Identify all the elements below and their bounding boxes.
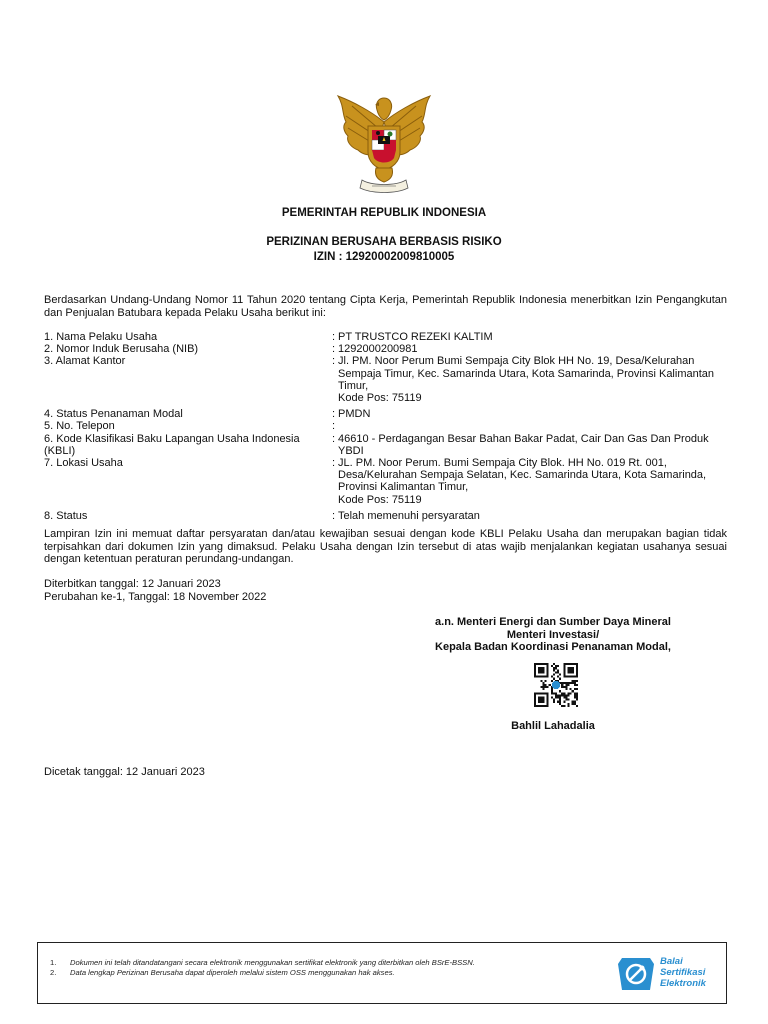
- field-row-status: 8. Status : Telah memenuhi persyaratan: [44, 510, 734, 522]
- field-value: 46610 - Perdagangan Besar Bahan Bakar Padat, Cair Dan Gas Dan Produk YBDI: [338, 432, 709, 457]
- garuda-pancasila-emblem-icon: [332, 92, 436, 198]
- revision-date: Perubahan ke-1, Tanggal: 18 November 2022: [44, 590, 267, 603]
- bsre-badge-icon: [616, 954, 656, 994]
- field-label: 5. No. Telepon: [44, 420, 115, 433]
- footer-note: 1. Dokumen ini telah ditandatangani secara elektronik menggunakan sertifikat elektronik yang diterbitkan oleh BSrE-BSSN.: [50, 958, 475, 967]
- field-value: PMDN: [338, 408, 371, 421]
- field-row-nib: 2. Nomor Induk Berusaha (NIB) : 1292000200981: [44, 343, 734, 355]
- field-value: JL. PM. Noor Perum. Bumi Sempaja City Blok. HH No. 019 Rt. 001, Desa/Kelurahan Sempaja Selatan, Kec. Samarinda Utara, Kota Samarinda, Provinsi Kalimantan Timur, Kode Pos: 75119: [338, 457, 707, 506]
- business-details: [44, 331, 734, 522]
- issued-date: Diterbitkan tanggal: 12 Januari 2023: [44, 578, 221, 590]
- footer-box: [37, 942, 727, 1004]
- issue-dates: [44, 578, 266, 603]
- printed-date: Dicetak tanggal: 12 Januari 2023: [44, 766, 205, 778]
- signature-line-3: Kepala Badan Koordinasi Penanaman Modal,: [435, 641, 671, 653]
- field-label: 2. Nomor Induk Berusaha (NIB): [44, 343, 199, 356]
- field-row-name: 1. Nama Pelaku Usaha : PT TRUSTCO REZEKI KALTIM: [44, 331, 734, 343]
- footer-note: 2. Data lengkap Perizinan Berusaha dapat diperoleh melalui sistem OSS menggunakan hak akses.: [50, 968, 395, 977]
- field-row-office-address: 3. Alamat Kantor : Jl. PM. Noor Perum Bumi Sempaja City Blok HH No. 19, Desa/Kelurahan Sempaja Timur, Kec. Samarinda Utara, Kota Samarinda, Provinsi Kalimantan Timur, Kode Pos: 75119: [44, 355, 734, 404]
- bsre-logo: [616, 951, 720, 997]
- field-row-business-location: 7. Lokasi Usaha : JL. PM. Noor Perum. Bumi Sempaja City Blok. HH No. 019 Rt. 001, Desa/Kelurahan Sempaja Selatan, Kec. Samarinda Utara, Kota Samarinda, Provinsi Kalimantan Timur, Kode Pos: 75119: [44, 457, 734, 506]
- field-label: 6. Kode Klasifikasi Baku Lapangan Usaha Indonesia (KBLI): [44, 432, 300, 457]
- field-row-phone: 5. No. Telepon :: [44, 420, 734, 432]
- field-row-investment-status: 4. Status Penanaman Modal : PMDN: [44, 408, 734, 420]
- field-value: Telah memenuhi persyaratan: [338, 509, 480, 522]
- field-value: [338, 420, 722, 432]
- field-row-kbli: 6. Kode Klasifikasi Baku Lapangan Usaha Indonesia (KBLI) : 46610 - Perdagangan Besar Bahan Bakar Padat, Cair Dan Gas Dan Produk YBDI: [44, 433, 734, 457]
- government-heading: PEMERINTAH REPUBLIK INDONESIA: [281, 207, 487, 219]
- qr-code-icon: [534, 663, 578, 707]
- field-value: 1292000200981: [338, 343, 418, 356]
- footer-notes: [50, 958, 475, 978]
- signer-name: Bahlil Lahadalia: [511, 720, 595, 732]
- document-title: PERIZINAN BERUSAHA BERBASIS RISIKO: [266, 236, 502, 248]
- field-label: 3. Alamat Kantor: [44, 355, 126, 368]
- signature-line-1: a.n. Menteri Energi dan Sumber Daya Mineral: [435, 616, 671, 628]
- field-value: Jl. PM. Noor Perum Bumi Sempaja City Blok HH No. 19, Desa/Kelurahan Sempaja Timur, Kec. Samarinda Utara, Kota Samarinda, Provinsi Kalimantan Timur, Kode Pos: 75119: [338, 355, 715, 405]
- field-value: PT TRUSTCO REZEKI KALTIM: [338, 331, 493, 343]
- intro-paragraph: Berdasarkan Undang-Undang Nomor 11 Tahun 2020 tentang Cipta Kerja, Pemerintah Republik Indonesia menerbitkan Izin Pengangkutan dan Penjualan Batubara kepada Pelaku Usaha berikut ini:: [44, 294, 727, 319]
- field-label: 4. Status Penanaman Modal: [44, 408, 183, 421]
- field-label: 8. Status: [44, 509, 88, 522]
- bsre-logo-text: Balai Sertifikasi Elektronik: [660, 956, 706, 989]
- signature-line-2: Menteri Investasi/: [506, 628, 600, 641]
- signature-block: [400, 616, 706, 654]
- permit-number: IZIN : 12920002009810005: [313, 251, 455, 263]
- attachment-note: Lampiran Izin ini memuat daftar persyaratan dan/atau kewajiban sesuai dengan kode KBLI Pelaku Usaha dan merupakan bagian tidak terpisahkan dari dokumen Izin yang dimaksud. Pelaku Usaha dengan Izin tersebut di atas wajib menjalankan kegiatan usahanya sesuai dengan ketentuan peraturan perundang-undangan.: [44, 528, 727, 565]
- field-label: 1. Nama Pelaku Usaha: [44, 331, 158, 343]
- field-label: 7. Lokasi Usaha: [44, 457, 123, 470]
